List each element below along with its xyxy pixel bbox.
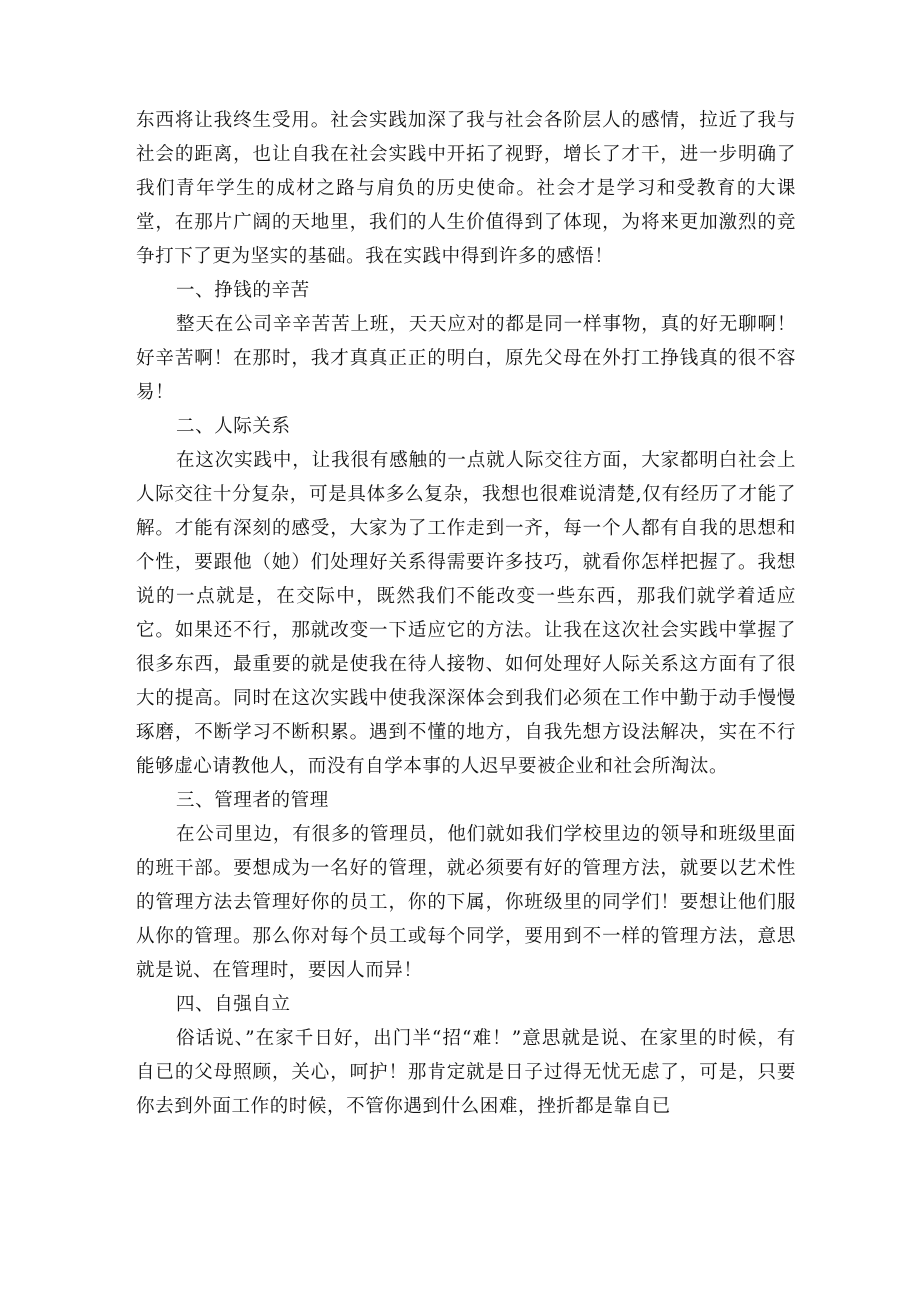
section-heading-1: 一、挣钱的辛苦 <box>176 280 310 301</box>
paragraph-section-3: 在公司里边，有很多的管理员，他们就如我们学校里边的领导和班级里面的班干部。要想成为一名好的管理，就必须要有好的管理方法，就要以艺术性的管理方法去管理好你的员工，你的下属，你班级里的同学们！要想让他们服从你的管理。那么你对每个员工或每个同学，要用到不一样的管理方法，意思就是说、在管理时，要因人而异！ <box>136 824 796 981</box>
paragraph-intro: 东西将让我终生受用。社会实践加深了我与社会各阶层人的感情，拉近了我与社会的距离，也让自我在社会实践中开拓了视野，增长了才干，进一步明确了我们青年学生的成材之路与肩负的历史使命。社会才是学习和受教育的大课堂，在那片广阔的天地里，我们的人生价值得到了体现，为将来更加激烈的竞争打下了更为坚实的基础。我在实践中得到许多的感悟！ <box>136 110 796 267</box>
paragraph-section-2: 在这次实践中，让我很有感触的一点就人际交往方面，大家都明白社会上人际交往十分复杂，可是具体多么复杂，我想也很难说清楚,仅有经历了才能了解。才能有深刻的感受，大家为了工作走到一齐，每一个人都有自我的思想和个性，要跟他（她）们处理好关系得需要许多技巧，就看你怎样把握了。我想说的一点就是，在交际中，既然我们不能改变一些东西，那我们就学着适应它。如果还不行，那就改变一下适应它的方法。让我在这次社会实践中掌握了很多东西，最重要的就是使我在待人接物、如何处理好人际关系这方面有了很大的提高。同时在这次实践中使我深深体会到我们必须在工作中勤于动手慢慢琢磨，不断学习不断积累。遇到不懂的地方，自我先想方设法解决，实在不行能够虚心请教他人，而没有自学本事的人迟早要被企业和社会所淘汰。 <box>136 450 796 777</box>
document-page <box>136 104 796 1124</box>
section-heading-2: 二、人际关系 <box>176 416 291 437</box>
section-heading-3: 三、管理者的管理 <box>176 790 329 811</box>
paragraph-section-4: 俗话说、”在家千日好，出门半“招“难！”意思就是说、在家里的时候，有自已的父母照顾，关心，呵护！那肯定就是日子过得无忧无虑了，可是，只要你去到外面工作的时候，不管你遇到什么困难，挫折都是靠自已 <box>136 1028 796 1117</box>
section-heading-4: 四、自强自立 <box>176 994 291 1015</box>
paragraph-section-1: 整天在公司辛辛苦苦上班，天天应对的都是同一样事物，真的好无聊啊！好辛苦啊！在那时，我才真真正正的明白，原先父母在外打工挣钱真的很不容易！ <box>136 314 796 403</box>
